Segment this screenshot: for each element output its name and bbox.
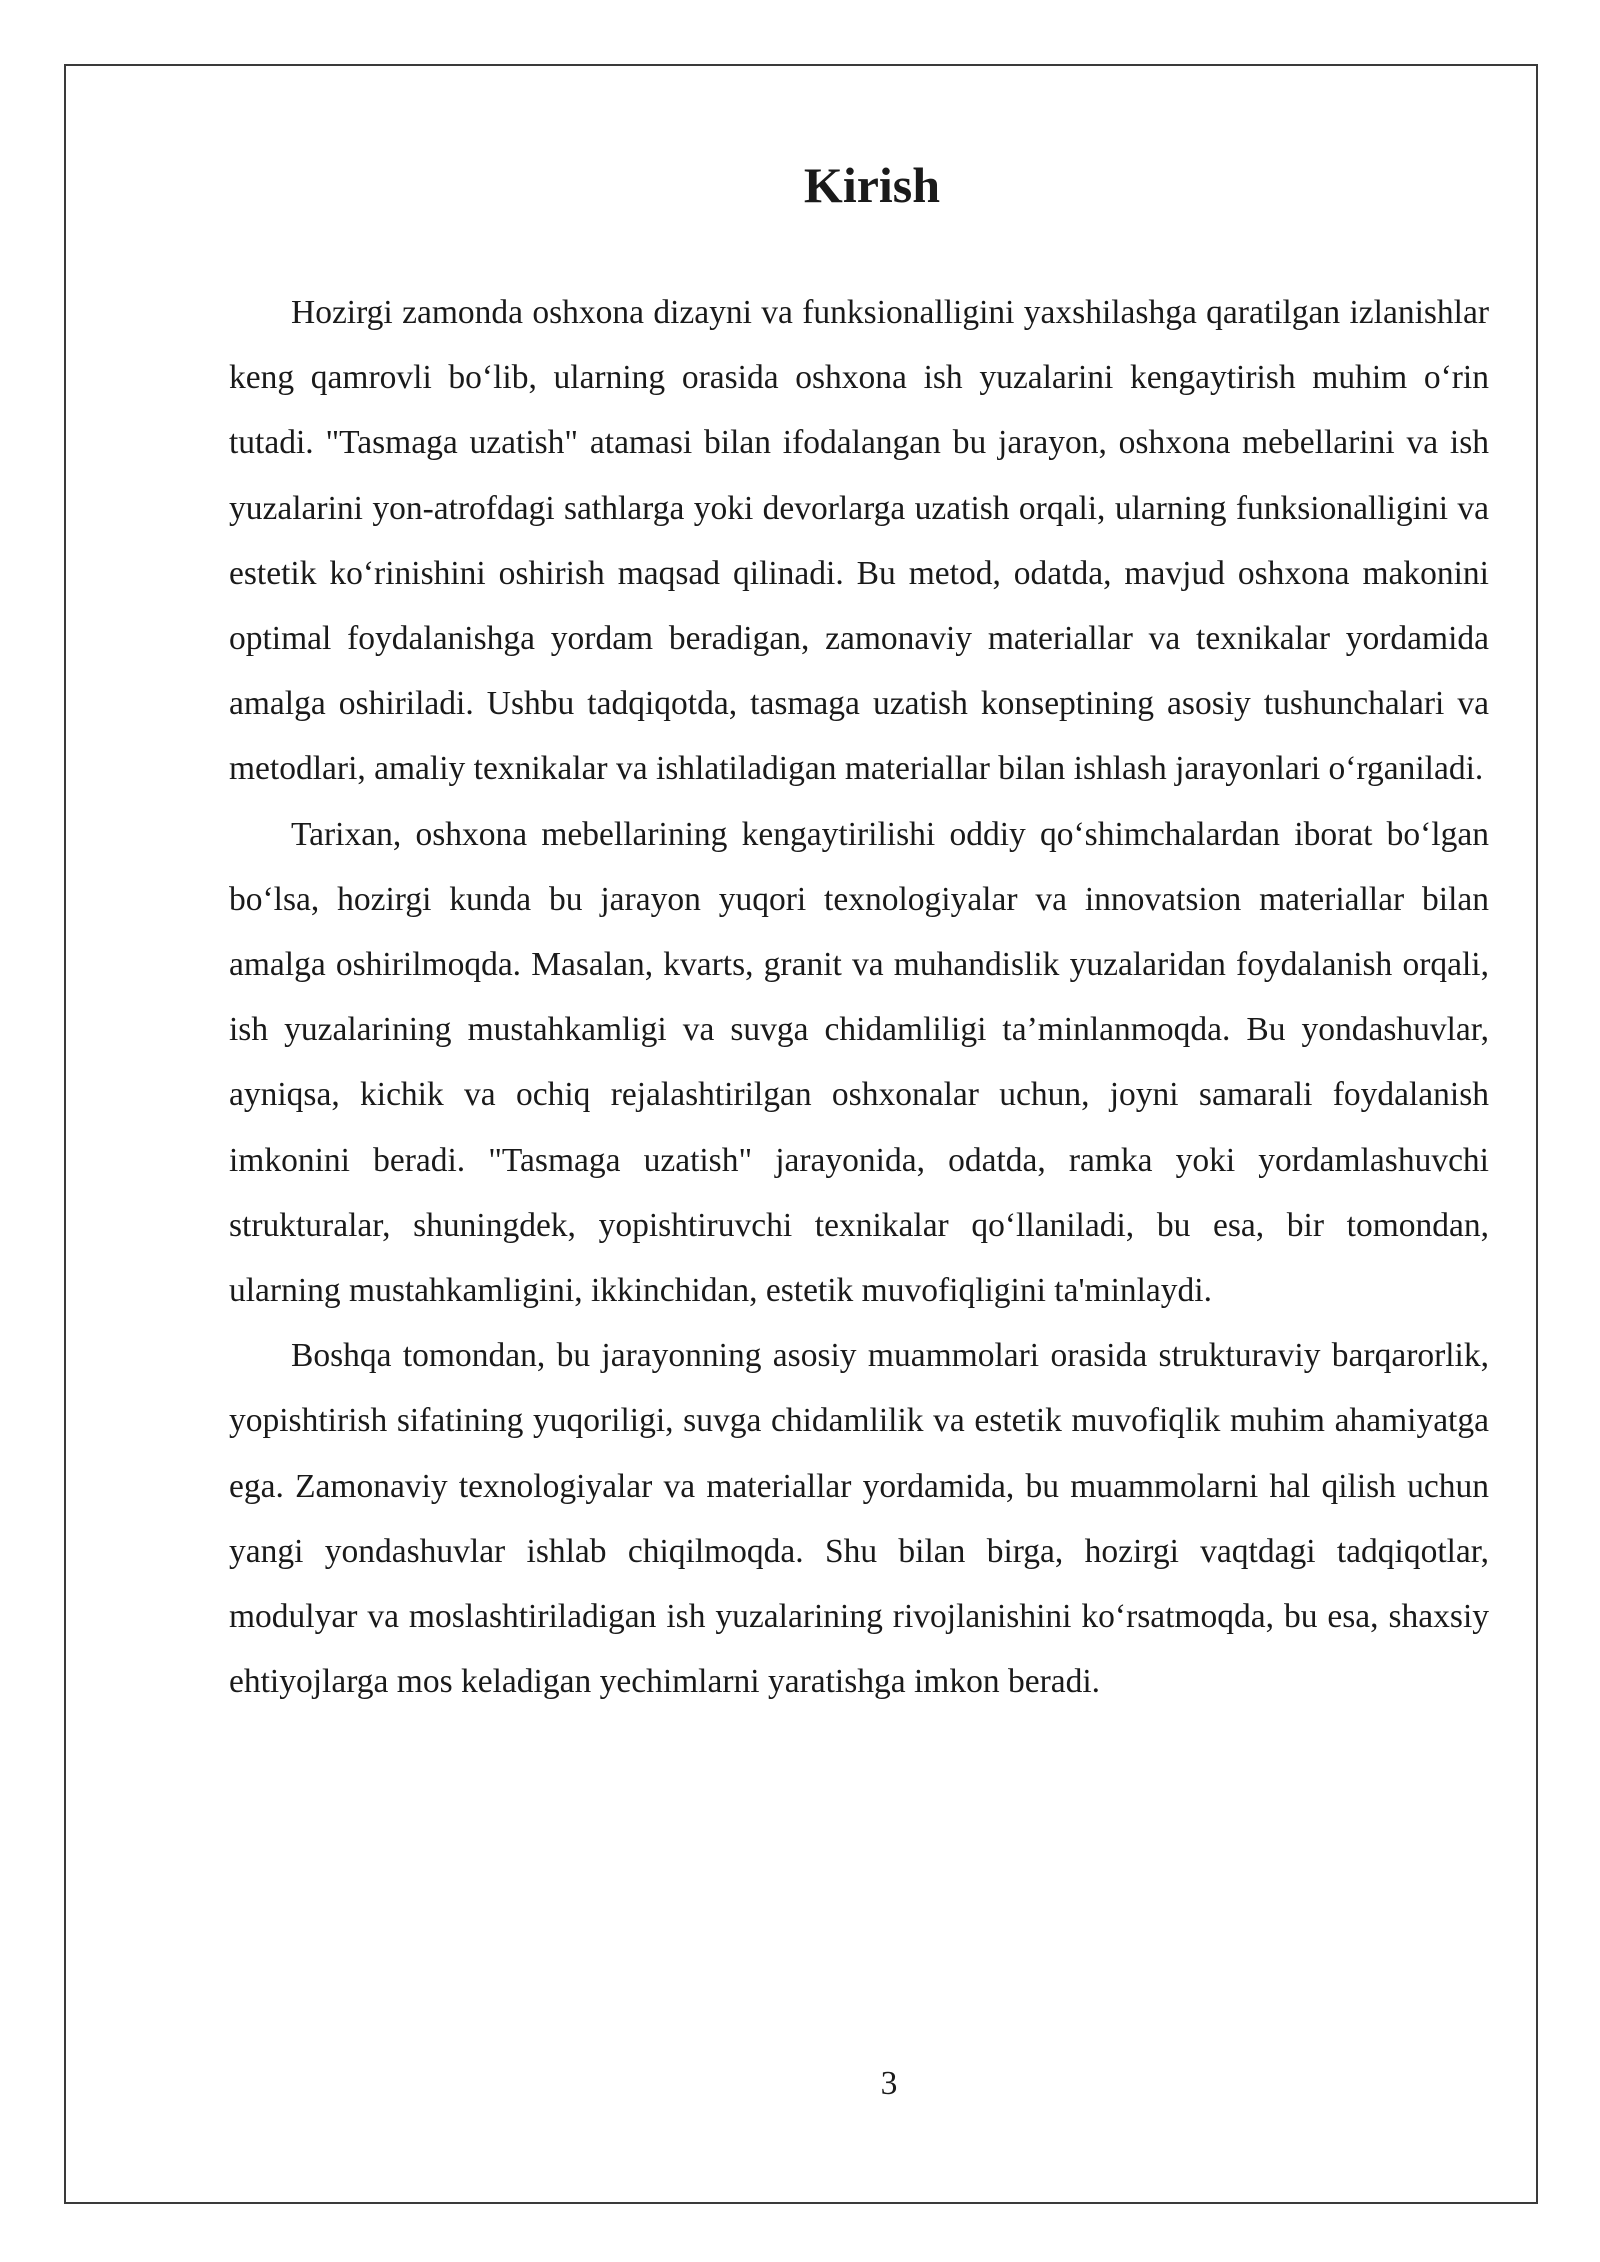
page-number: 3 (880, 2065, 898, 2102)
paragraph-3: Boshqa tomondan, bu jarayonning asosiy muammolari orasida strukturaviy barqarorlik, yopishtirish sifatining yuqoriligi, suvga chidamlilik va estetik muvofiqlik muhim ahamiyatga ega. Zamonaviy texnologiyalar va materiallar yordamida, bu muammolarni hal qilish uchun yangi yondashuvlar ishlab chiqilmoqda. Shu bilan birga, hozirgi vaqtdagi tadqiqotlar, modulyar va moslashtiriladigan ish yuzalarining rivojlanishini ko‘rsatmoqda, bu esa, shaxsiy ehtiyojlarga mos keladigan yechimlarni yaratishga imkon beradi. (229, 1337, 1489, 1701)
paragraph-2: Tarixan, oshxona mebellarining kengaytirilishi oddiy qo‘shimchalardan iborat bo‘lgan bo‘lsa, hozirgi kunda bu jarayon yuqori texnologiyalar va innovatsion materiallar bilan amalga oshirilmoqda. Masalan, kvarts, granit va muhandislik yuzalaridan foydalanish orqali, ish yuzalarining mustahkamligi va suvga chidamliligi ta’minlanmoqda. Bu yondashuvlar, ayniqsa, kichik va ochiq rejalashtirilgan oshxonalar uchun, joyni samarali foydalanish imkonini beradi. "Tasmaga uzatish" jarayonida, odatda, ramka yoki yordamlashuvchi strukturalar, shuningdek, yopishtiruvchi texnikalar qo‘llaniladi, bu esa, bir tomondan, ularning mustahkamligini, ikkinchidan, estetik muvofiqligini ta'minlaydi. (229, 815, 1489, 1310)
body-text (229, 280, 1489, 1714)
page-title: Kirish (803, 157, 941, 213)
page-content (229, 140, 1489, 1714)
paragraph-1: Hozirgi zamonda oshxona dizayni va funksionalligini yaxshilashga qaratilgan izlanishlar keng qamrovli bo‘lib, ularning orasida oshxona ish yuzalarini kengaytirish muhim o‘rin tutadi. "Tasmaga uzatish" atamasi bilan ifodalangan bu jarayon, oshxona mebellarini va ish yuzalarini yon-atrofdagi sathlarga yoki devorlarga uzatish orqali, ularning funksionalligini va estetik ko‘rinishini oshirish maqsad qilinadi. Bu metod, odatda, mavjud oshxona makonini optimal foydalanishga yordam beradigan, zamonaviy materiallar va texnikalar yordamida amalga oshiriladi. Ushbu tadqiqotda, tasmaga uzatish konseptining asosiy tushunchalari va metodlari, amaliy texnikalar va ishlatiladigan materiallar bilan ishlash jarayonlari o‘rganiladi. (229, 294, 1489, 788)
